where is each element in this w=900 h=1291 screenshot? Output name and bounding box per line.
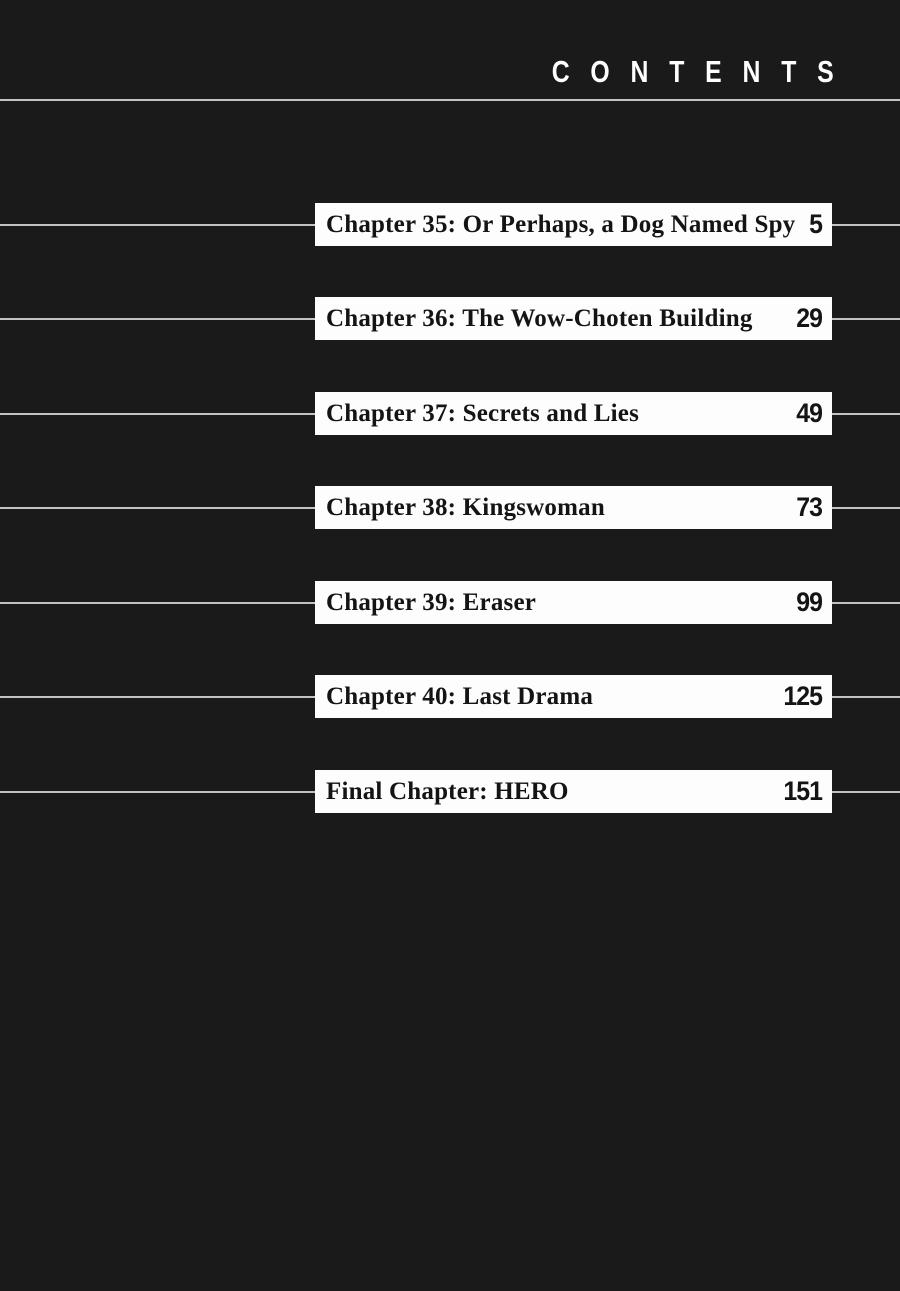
toc-row [0, 392, 900, 435]
toc-row [0, 297, 900, 340]
toc-row [0, 770, 900, 813]
chapter-page-number: 5 [809, 209, 822, 239]
chapter-title: Chapter 38: Kingswoman [326, 493, 605, 521]
chapter-bar [315, 770, 832, 813]
chapter-bar [315, 203, 832, 246]
chapter-bar [315, 675, 832, 718]
chapter-title: Chapter 40: Last Drama [326, 682, 594, 710]
chapter-title: Chapter 37: Secrets and Lies [326, 399, 639, 427]
chapter-page-number: 49 [796, 398, 822, 428]
page-title: CONTENTS [551, 54, 854, 89]
chapter-bar [315, 392, 832, 435]
chapter-page-number: 151 [783, 776, 822, 806]
chapter-page-number: 29 [796, 303, 822, 333]
toc-row [0, 486, 900, 529]
toc-row [0, 581, 900, 624]
chapter-title: Chapter 39: Eraser [326, 588, 537, 616]
chapter-title: Final Chapter: HERO [326, 777, 569, 805]
chapter-page-number: 125 [783, 681, 822, 711]
toc-row [0, 203, 900, 246]
chapter-title: Chapter 35: Or Perhaps, a Dog Named Spy [326, 210, 796, 238]
chapter-page-number: 99 [796, 587, 822, 617]
toc-row [0, 675, 900, 718]
chapter-page-number: 73 [796, 492, 822, 522]
chapter-title: Chapter 36: The Wow-Choten Building [326, 304, 753, 332]
chapter-bar [315, 486, 832, 529]
chapter-bar [315, 297, 832, 340]
header-rule [0, 99, 900, 101]
chapter-bar [315, 581, 832, 624]
